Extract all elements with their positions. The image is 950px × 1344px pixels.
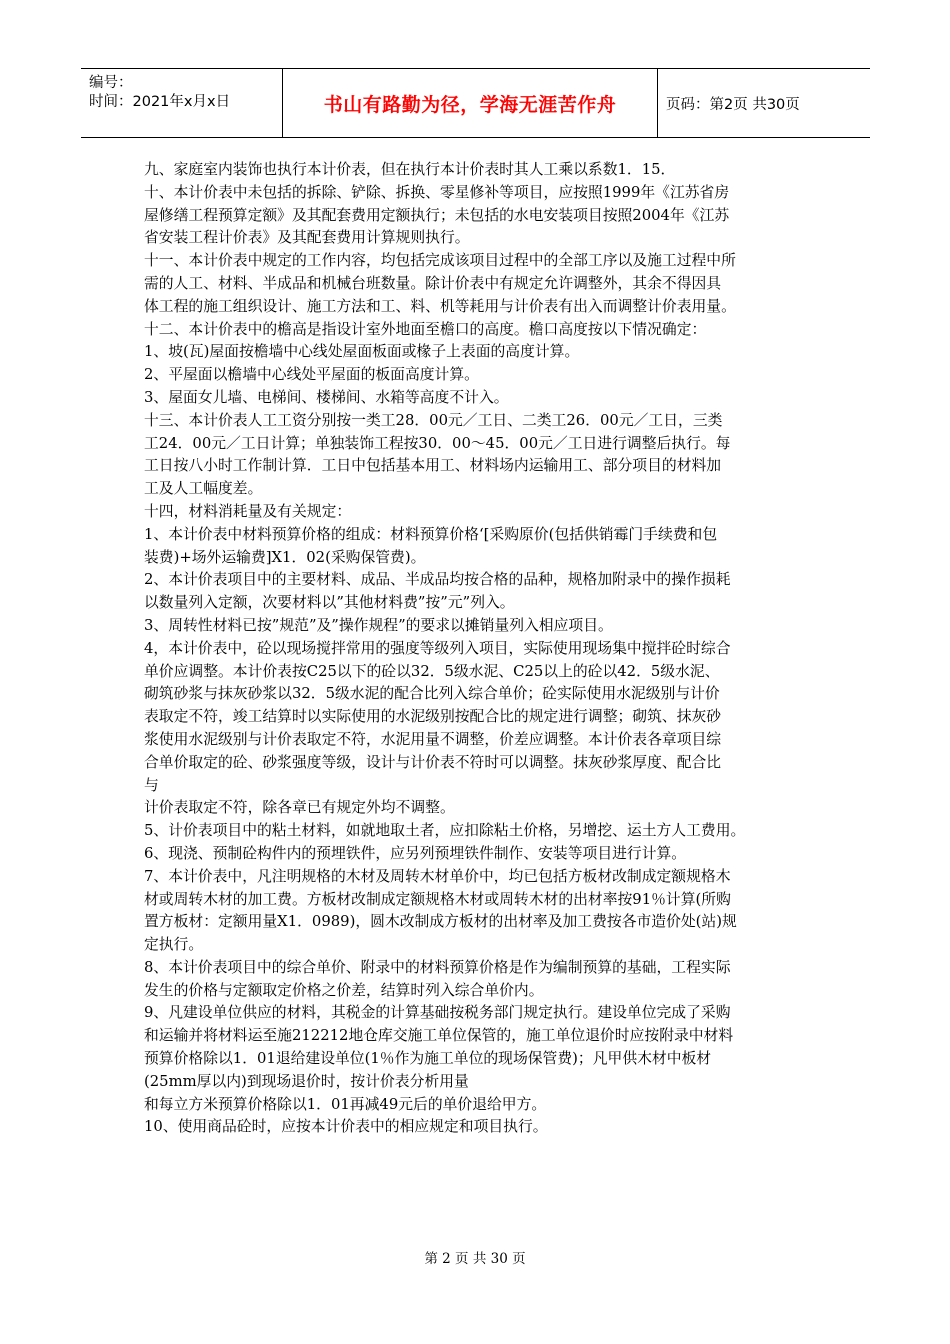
body-line: 工及人工幅度差。 xyxy=(144,480,263,498)
body-line: 单价应调整。本计价表按C25以下的砼以32．5级水泥、C25以上的砼以42．5级水泥、 xyxy=(144,662,720,680)
body-line: 置方板材：定额用量X1．0989)，圆木改制成方板材的出材率及加工费按各市造价处(站)规 xyxy=(144,913,737,931)
body-line: 计价表取定不符，除各章已有规定外均不调整。 xyxy=(144,799,455,817)
document-number-label: 编号： xyxy=(89,75,133,91)
body-line: 表取定不符，竣工结算时以实际使用的水泥级别按配合比的规定进行调整；砌筑、抹灰砂 xyxy=(144,708,722,726)
body-line: 2、平屋面以檐墙中心线处平屋面的板面高度计算。 xyxy=(144,366,479,384)
header-motto-cell xyxy=(282,69,658,137)
body-line: 体工程的施工组织设计、施工方法和工、料、机等耗用与计价表有出入而调整计价表用量。 xyxy=(144,297,736,315)
body-line: 浆使用水泥级别与计价表取定不符，水泥用量不调整，价差应调整。本计价表各章项目综 xyxy=(144,730,722,748)
body-line: 合单价取定的砼、砂浆强度等级，设计与计价表不符时可以调整。抹灰砂浆厚度、配合比 xyxy=(144,753,722,771)
body-line: 7、本计价表中，凡注明规格的木材及周转木材单价中，均已包括方板材改制成定额规格木 xyxy=(144,867,731,885)
body-line: 屋修缮工程预算定额》及其配套费用定额执行；未包括的水电安装项目按照2004年《江苏 xyxy=(144,206,730,224)
body-line: 5、计价表项目中的粘土材料，如就地取土者，应扣除粘土价格，另增挖、运土方人工费用。 xyxy=(144,822,746,840)
body-line: 8、本计价表项目中的综合单价、附录中的材料预算价格是作为编制预算的基础，工程实际 xyxy=(144,958,731,976)
body-line: 和运输并将材料运至施212212地仓库交施工单位保管的，施工单位退价时应按附录中材料 xyxy=(144,1027,734,1045)
body-line: 省安装工程计价表》及其配套费用计算规则执行。 xyxy=(144,229,470,247)
body-line: 装费)+场外运输费]X1．02(采购保管费)。 xyxy=(144,548,426,566)
body-line: 发生的价格与定额取定价格之价差，结算时列入综合单价内。 xyxy=(144,981,544,999)
page-footer: 第 2 页 共 30 页 xyxy=(424,1251,526,1267)
header-page-label: 页码：第2页 共30页 xyxy=(666,96,800,113)
body-line: 十二、本计价表中的檐高是指设计室外地面至檐口的高度。檐口高度按以下情况确定： xyxy=(144,320,707,338)
body-line: 十、本计价表中未包括的拆除、铲除、拆换、零星修补等项目，应按照1999年《江苏省房 xyxy=(144,183,730,201)
body-line: 3、周转性材料已按”规范”及”操作规程”的要求以摊销量列入相应项目。 xyxy=(144,616,613,634)
body-line: 1、坡(瓦)屋面按檐墙中心线处屋面板面或椽子上表面的高度计算。 xyxy=(144,343,580,361)
document-body xyxy=(144,159,810,1139)
body-line: 10、使用商品砼时，应按本计价表中的相应规定和项目执行。 xyxy=(144,1118,548,1136)
document-date-label: 时间：2021年x月x日 xyxy=(89,94,231,110)
body-line: 3、屋面女儿墙、电梯间、楼梯间、水箱等高度不计入。 xyxy=(144,388,509,406)
body-line: 4，本计价表中，砼以现场搅拌常用的强度等级列入项目，实际使用现场集中搅拌砼时综合 xyxy=(144,639,731,657)
page-header xyxy=(81,68,870,138)
body-line: 2、本计价表项目中的主要材料、成品、半成品均按合格的品种，规格加附录中的操作损耗 xyxy=(144,571,731,589)
body-line: 与 xyxy=(144,776,159,794)
body-line: 定执行。 xyxy=(144,936,204,954)
body-line: 以数量列入定额，次要材料以”其他材料费”按”元”列入。 xyxy=(144,594,515,612)
header-meta-cell xyxy=(81,69,282,137)
body-line: 砌筑砂浆与抹灰砂浆以32．5级水泥的配合比列入综合单价；砼实际使用水泥级别与计价 xyxy=(144,685,720,703)
body-line: 和每立方米预算价格除以1．01再减49元后的单价退给甲方。 xyxy=(144,1095,547,1113)
header-motto: 书山有路勤为径，学海无涯苦作舟 xyxy=(323,93,617,116)
body-line: 1、本计价表中材料预算价格的组成：材料预算价格‘[采购原价(包括供销霉门手续费和包 xyxy=(144,525,718,543)
body-line: 工日按八小时工作制计算．工日中包括基本用工、材料场内运输用工、部分项目的材料加 xyxy=(144,457,722,475)
body-line: 十三、本计价表人工工资分别按一类工28．00元／工日、二类工26．00元／工日，三类 xyxy=(144,411,723,429)
body-line: (25mm厚以内)到现场退价时，按计价表分析用量 xyxy=(144,1072,469,1090)
body-line: 九、家庭室内装饰也执行本计价表，但在执行本计价表时其人工乘以系数1．15． xyxy=(144,161,676,178)
body-line: 材或周转木材的加工费。方板材改制成定额规格木材或周转木材的出材率按91％计算(所购 xyxy=(144,890,731,908)
header-page-cell xyxy=(658,69,870,137)
body-line: 工24．00元／工日计算；单独装饰工程按30．00～45．00元／工日进行调整后执行。每 xyxy=(144,434,731,452)
body-line: 9、凡建设单位供应的材料，其税金的计算基础按税务部门规定执行。建设单位完成了采购 xyxy=(144,1004,731,1022)
body-line: 预算价格除以1．01退给建设单位(1％作为施工单位的现场保管费)；凡甲供木材中板材 xyxy=(144,1050,712,1068)
body-line: 需的人工、材料、半成品和机械台班数量。除计价表中有规定允许调整外，其余不得因具 xyxy=(144,274,722,292)
body-line: 十四，材料消耗量及有关规定： xyxy=(144,502,352,520)
body-line: 十一、本计价表中规定的工作内容，均包括完成该项目过程中的全部工序以及施工过程中所 xyxy=(144,252,736,270)
body-line: 6、现浇、预制砼构件内的预埋铁件，应另列预埋铁件制作、安装等项目进行计算。 xyxy=(144,844,687,862)
